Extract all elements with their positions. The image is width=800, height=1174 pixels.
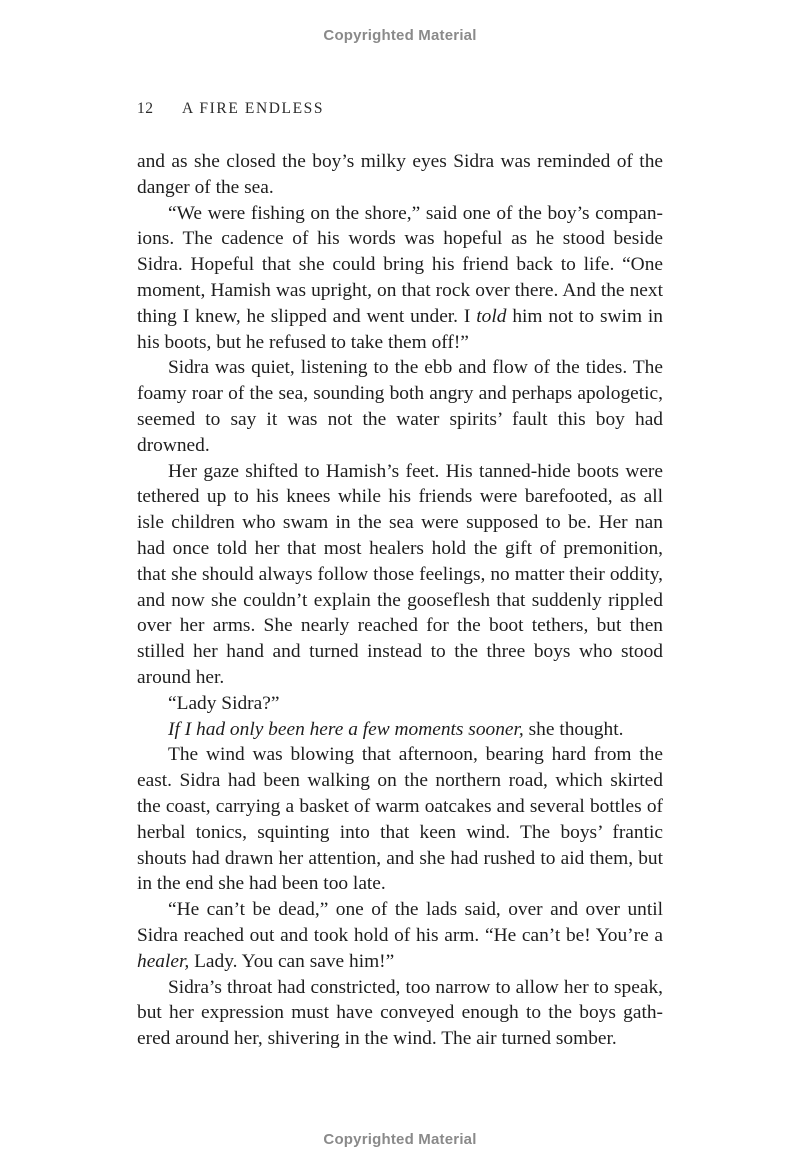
paragraph-8: [137, 897, 663, 974]
copyright-watermark-top: Copyrighted Material: [323, 27, 477, 44]
body-text: [137, 149, 663, 1052]
paragraph-7: The wind was blowing that afternoon, bearing hard from the east. Sidra had been walking on the northern road, which skirted the coast, carrying a basket of warm oatcakes and several bottles of herbal tonics, squinting into that keen wind. The boys’ frantic shouts had drawn her attention, and she had rushed to aid them, but in the end she had been too late.: [137, 744, 663, 895]
paragraph-8-emphasis: healer,: [137, 950, 190, 972]
paragraph-6-text-end: she thought.: [523, 718, 624, 740]
paragraph-2-text: “We were fishing on the shore,” said one of the boy’s companions. The cadence of his words was hopeful as he stood beside Sidra. Hopeful that she could bring his friend back to life. “One moment, Hamish was upright, on that rock over there. And the next thing I knew, he slipped and went under. I: [137, 202, 663, 327]
book-title: A FIRE ENDLESS: [182, 100, 325, 117]
paragraph-6: [137, 717, 663, 743]
paragraph-8-text: “He can’t be dead,” one of the lads said, over and over until Sidra reached out and took hold of his arm. “He can’t be! You’re a: [137, 899, 663, 946]
copyright-watermark-bottom: Copyrighted Material: [323, 1131, 477, 1148]
paragraph-2: [137, 201, 663, 356]
paragraph-1: and as she closed the boy’s milky eyes Sidra was reminded of the danger of the sea.: [137, 151, 663, 198]
page-number: 12: [137, 100, 154, 117]
paragraph-2-text-end: him not to swim in his boots, but he refused to take them off!”: [137, 305, 663, 353]
paragraph-9: Sidra’s throat had constricted, too narrow to allow her to speak, but her expression must have conveyed enough to the boys gathered around her, shivering in the wind. The air turned somber.: [137, 976, 663, 1050]
paragraph-4: Her gaze shifted to Hamish’s feet. His tanned-hide boots were tethered up to his knees while his friends were barefooted, as all isle children who swam in the sea were supposed to be. Her nan had once told her that most healers hold the gift of premonition, that she should always follow those feelings, no matter their oddity, and now she couldn’t explain the gooseflesh that suddenly rippled over her arms. She nearly reached for the boot tethers, but then stilled her hand and turned instead to the three boys who stood around her.: [137, 460, 663, 688]
paragraph-5: “Lady Sidra?”: [168, 692, 280, 714]
paragraph-3: Sidra was quiet, listening to the ebb and flow of the tides. The foamy roar of the sea, sounding both angry and perhaps apologetic, seemed to say it was not the water spirits’ fault this boy had drowned.: [137, 357, 663, 456]
paragraph-6-emphasis: If I had only been here a few moments sooner,: [168, 718, 524, 740]
paragraph-8-text-end: Lady. You can save him!”: [189, 950, 395, 972]
running-head: [137, 100, 324, 118]
paragraph-2-emphasis: told: [476, 305, 507, 327]
